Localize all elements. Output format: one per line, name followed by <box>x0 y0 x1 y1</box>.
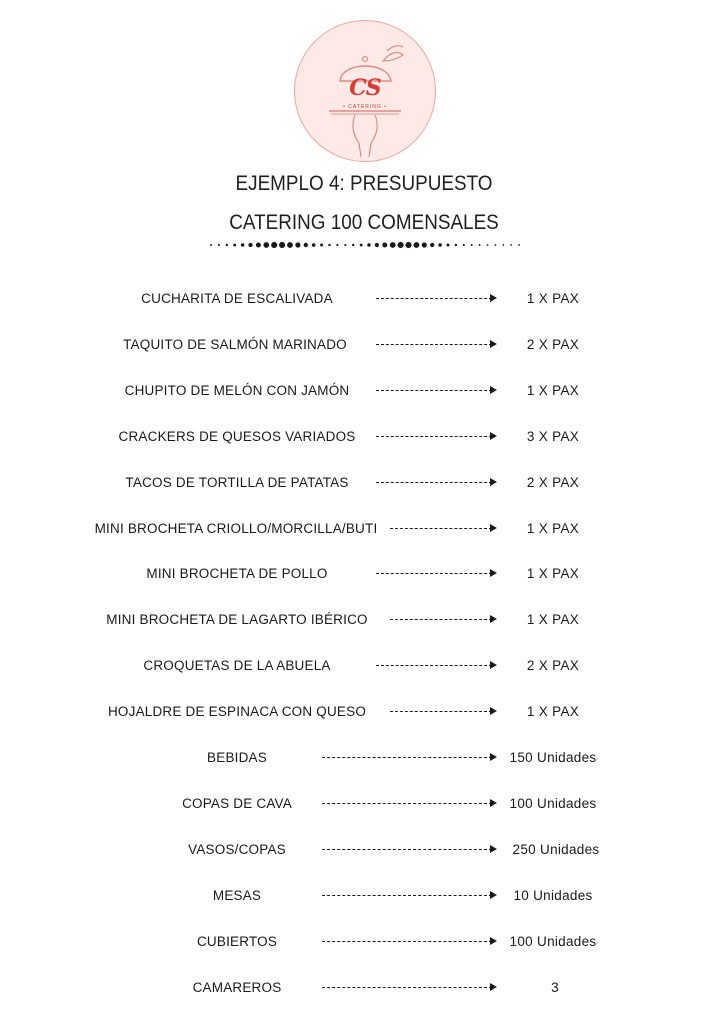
supply-quantity: 3 <box>551 979 559 995</box>
item-row <box>0 517 728 541</box>
supply-name: MESAS <box>212 887 262 903</box>
item-row <box>0 379 728 403</box>
item-name: CUCHARITA DE ESCALIVADA <box>141 291 333 306</box>
divider-dot <box>256 242 261 247</box>
divider-dot <box>233 244 236 247</box>
divider-dot <box>295 242 300 247</box>
item-name: TACOS DE TORTILLA DE PATATAS <box>125 474 349 490</box>
divider-dot <box>430 243 434 247</box>
item-name: CHUPITO DE MELÓN CON JAMÓN <box>124 382 350 398</box>
dashed-arrow-icon <box>376 298 492 299</box>
divider-dot <box>279 242 285 248</box>
item-quantity: 1 X PAX <box>526 382 580 398</box>
item-name: HOJALDRE DE ESPINACA CON QUESO <box>107 704 367 720</box>
catering-logo <box>294 20 436 162</box>
item-row <box>0 654 728 678</box>
divider-dot <box>304 243 308 247</box>
divider-dot <box>263 242 269 248</box>
divider-dot <box>226 244 228 246</box>
divider-dot <box>382 242 387 247</box>
dashed-arrow-icon <box>376 436 492 437</box>
dashed-arrow-icon <box>322 849 492 850</box>
item-quantity: 1 X PAX <box>526 612 580 628</box>
divider-dot <box>479 244 481 246</box>
item-name: TAQUITO DE SALMÓN MARINADO <box>123 336 347 352</box>
logo-monogram: CS <box>349 75 381 101</box>
item-quantity: 2 X PAX <box>526 336 580 352</box>
supply-row <box>0 746 728 770</box>
dashed-arrow-icon <box>390 619 492 620</box>
divider-dot <box>375 243 379 247</box>
item-row <box>0 425 728 449</box>
divider-dot <box>218 244 220 246</box>
item-quantity: 2 X PAX <box>526 658 580 674</box>
divider-dot <box>360 244 363 247</box>
divider-dot <box>344 244 346 246</box>
divider-dot <box>271 242 277 248</box>
item-quantity: 2 X PAX <box>526 474 580 490</box>
dashed-arrow-icon <box>322 987 492 988</box>
divider-dot <box>510 244 512 246</box>
dashed-arrow-icon <box>322 803 492 804</box>
supply-quantity: 150 Unidades <box>509 750 597 765</box>
item-quantity: 1 X PAX <box>526 566 580 582</box>
item-name: CROQUETAS DE LA ABUELA <box>143 658 331 674</box>
divider-dot <box>241 243 244 246</box>
divider-dot <box>455 244 457 246</box>
supply-row <box>0 884 728 908</box>
divider-dot <box>494 244 496 246</box>
divider-dot <box>390 242 396 248</box>
item-quantity: 1 X PAX <box>526 704 580 720</box>
dashed-arrow-icon <box>322 757 492 758</box>
item-row <box>0 471 728 495</box>
item-row <box>0 608 728 632</box>
dashed-arrow-icon <box>376 390 492 391</box>
supply-row <box>0 930 728 954</box>
supply-row <box>0 792 728 816</box>
supply-row <box>0 838 728 862</box>
supply-name: CUBIERTOS <box>196 933 278 949</box>
supply-quantity: 10 Unidades <box>513 887 593 903</box>
divider-dot <box>210 244 212 246</box>
item-quantity: 3 X PAX <box>526 428 580 444</box>
divider-dot <box>405 242 411 248</box>
page-subtitle: CATERING 100 COMENSALES <box>229 211 499 234</box>
item-name: MINI BROCHETA DE POLLO <box>146 566 328 582</box>
divider-dot <box>438 243 442 247</box>
divider-dot <box>248 243 252 247</box>
item-quantity: 1 X PAX <box>526 520 580 536</box>
divider-dot <box>312 243 316 247</box>
item-name: MINI BROCHETA DE LAGARTO IBÉRICO <box>106 612 368 628</box>
page-title: EJEMPLO 4: PRESUPUESTO <box>235 172 493 195</box>
item-name: CRACKERS DE QUESOS VARIADOS <box>118 428 356 444</box>
dashed-arrow-icon <box>390 528 492 529</box>
item-row <box>0 700 728 724</box>
divider-dot <box>328 244 330 246</box>
supply-name: VASOS/COPAS <box>188 841 286 857</box>
supply-name: BEBIDAS <box>207 750 267 765</box>
dashed-arrow-icon <box>376 573 492 574</box>
divider-dot <box>336 244 338 246</box>
divider-dot <box>367 243 370 246</box>
divider-dot <box>502 244 504 246</box>
supply-name: COPAS DE CAVA <box>182 795 292 811</box>
divider-dot <box>471 244 473 246</box>
supply-name: CAMAREROS <box>192 979 282 995</box>
divider-dot <box>447 244 450 247</box>
dashed-arrow-icon <box>390 711 492 712</box>
divider-dot <box>320 244 323 247</box>
divider-dot <box>413 242 419 248</box>
divider-dot <box>518 244 520 246</box>
supply-quantity: 250 Unidades <box>512 841 600 857</box>
supply-quantity: 100 Unidades <box>509 795 597 811</box>
item-quantity: 1 X PAX <box>526 291 580 306</box>
dashed-arrow-icon <box>376 482 492 483</box>
divider-dot <box>463 244 465 246</box>
dashed-arrow-icon <box>322 895 492 896</box>
item-row <box>0 562 728 586</box>
dashed-arrow-icon <box>376 665 492 666</box>
divider-dot <box>352 244 354 246</box>
divider-dot <box>422 242 427 247</box>
item-row <box>0 333 728 357</box>
dashed-arrow-icon <box>322 941 492 942</box>
item-row <box>0 287 728 311</box>
divider-dot <box>287 242 293 248</box>
supply-row <box>0 976 728 1000</box>
logo-wordmark: • CATERING • <box>343 104 387 110</box>
supply-quantity: 100 Unidades <box>509 933 597 949</box>
dashed-arrow-icon <box>376 344 492 345</box>
divider-dot <box>487 244 489 246</box>
item-name: MINI BROCHETA CRIOLLO/MORCILLA/BUTI <box>94 520 378 536</box>
divider-dot <box>398 242 404 248</box>
dotted-divider <box>207 240 523 250</box>
